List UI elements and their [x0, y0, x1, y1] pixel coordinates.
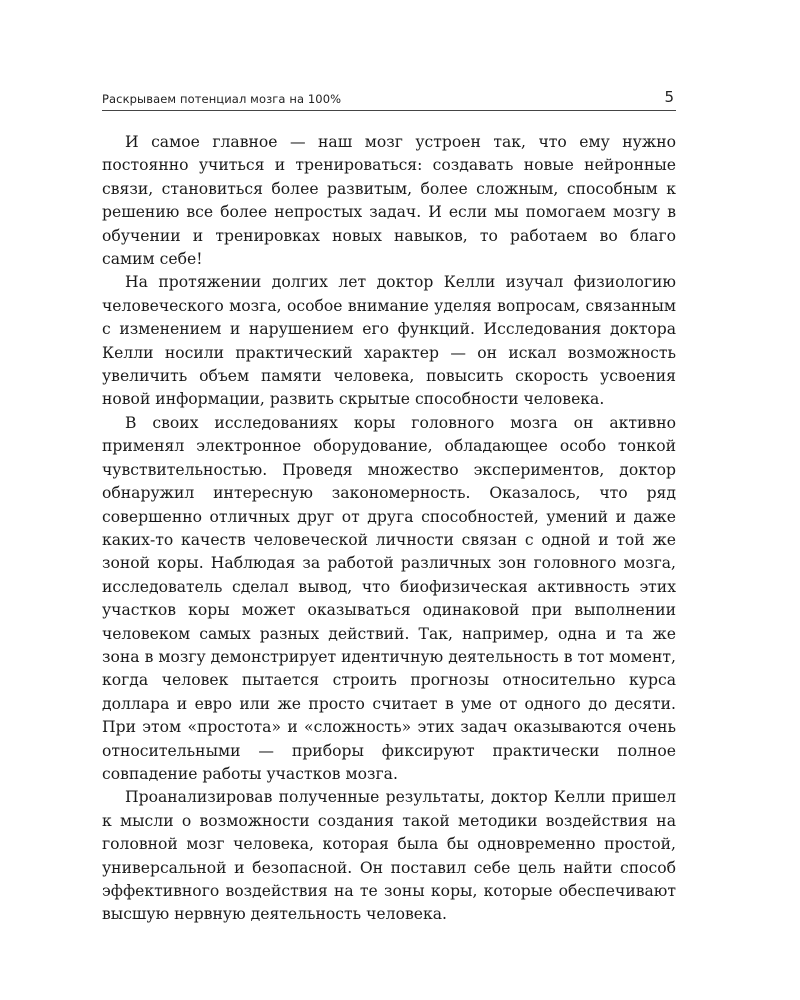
header-divider: [102, 110, 676, 111]
page-header: [102, 88, 676, 110]
body-text: [102, 131, 676, 927]
paragraph: В своих исследованиях коры головного мозга он активно применял электронное оборудование, обладающее особо тонкой чувствительностью. Проведя множество экспериментов, доктор обнаружил интересную закономерность. Оказалось, что ряд совершенно отличных друг от друга способностей, умений и даже каких-то качеств человеческой личности связан с одной и той же зоной коры. Наблюдая за работой различных зон головного мозга, исследователь сделал вывод, что биофизическая активность этих участков коры может оказываться одинаковой при выполнении человеком самых разных действий. Так, например, одна и та же зона в мозгу демонстрирует идентичную деятельность в тот момент, когда человек пытается строить прогнозы относительно курса доллара и евро или же просто считает в уме от одного до десяти. При этом «простота» и «сложность» этих задач оказываются очень относительными — приборы фиксируют практически полное совпадение работы участков мозга.: [102, 413, 676, 783]
paragraph: На протяжении долгих лет доктор Келли изучал физиологию человеческого мозга, особое внимание уделяя вопросам, связанным с изменением и нарушением его функций. Исследования доктора Келли носили практический характер — он искал возможность увеличить объем памяти человека, повысить скорость усвоения новой информации, развить скрытые способности человека.: [102, 273, 676, 409]
page-number: 5: [664, 88, 674, 106]
paragraph: Проанализировав полученные результаты, доктор Келли пришел к мысли о возможности создания такой методики воздействия на головной мозг человека, которая была бы одновременно простой, универсальной и безопасной. Он поставил себе цель найти способ эффективного воздействия на те зоны коры, которые обеспечивают высшую нервную деятельность человека.: [102, 788, 676, 924]
paragraph: И самое главное — наш мозг устроен так, что ему нужно постоянно учиться и тренироваться: создавать новые нейронные связи, становиться более развитым, более сложным, способным к решению все более непростых задач. И если мы помогаем мозгу в обучении и тренировках новых навыков, то работаем во благо самим себе!: [102, 133, 676, 269]
running-title: Раскрываем потенциал мозга на 100%: [102, 92, 342, 106]
